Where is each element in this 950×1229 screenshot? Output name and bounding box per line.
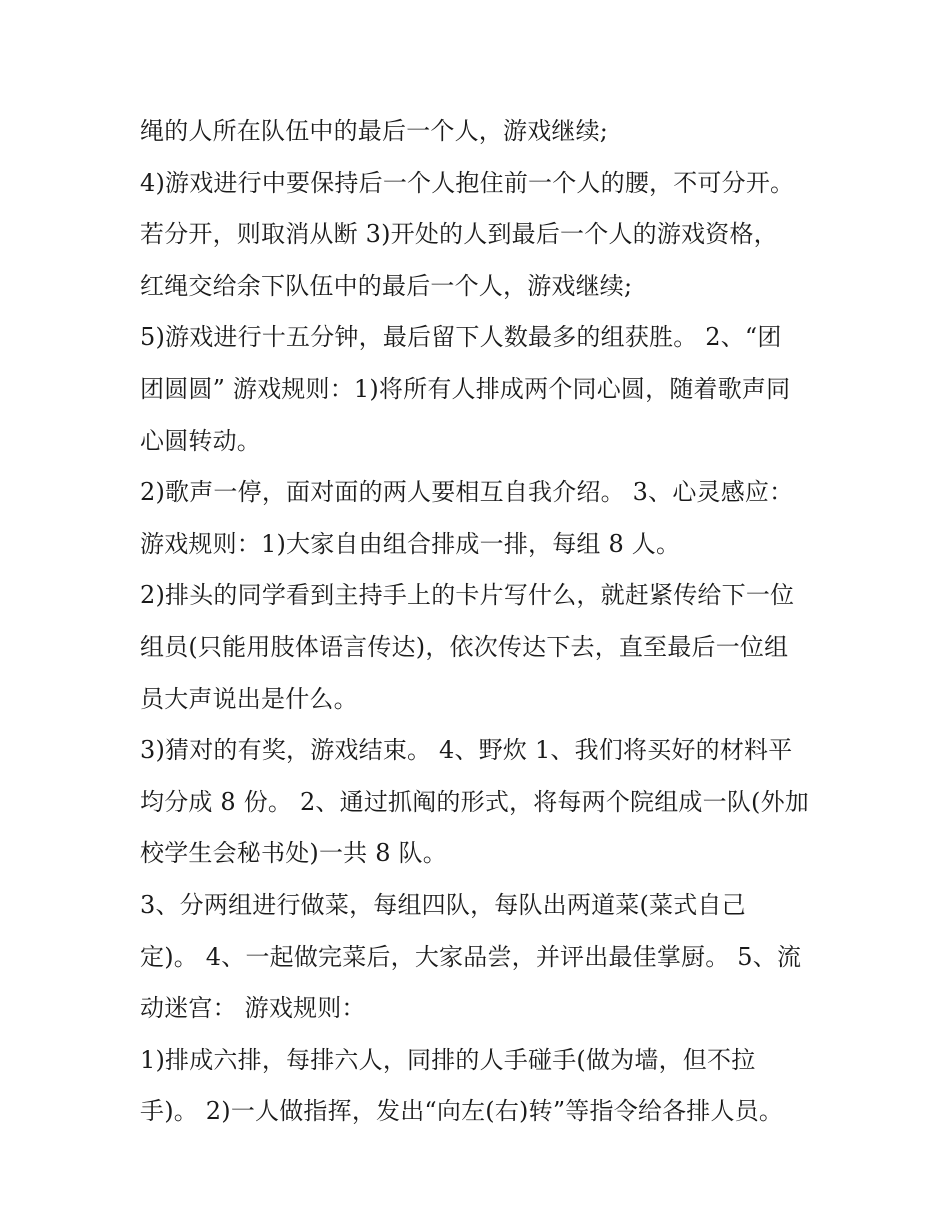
- text-line: 3)猜对的有奖，游戏结束。 4、野炊 1、我们将买好的材料平: [140, 736, 793, 765]
- text-line: 均分成 8 份。 2、通过抓阄的形式，将每两个院组成一队(外加: [140, 787, 809, 816]
- text-line: 游戏规则：1)大家自由组合排成一排，每组 8 人。: [140, 529, 681, 558]
- text-line: 校学生会秘书处)一共 8 队。: [140, 839, 447, 868]
- text-line: 1)排成六排，每排六人，同排的人手碰手(做为墙，但不拉: [140, 1045, 756, 1074]
- text-line: 动迷宫： 游戏规则：: [140, 994, 366, 1023]
- text-line: 5)游戏进行十五分钟，最后留下人数最多的组获胜。 2、“团: [140, 323, 782, 352]
- text-line: 团圆圆” 游戏规则：1)将所有人排成两个同心圆，随着歌声同: [140, 374, 791, 403]
- text-line: 绳的人所在队伍中的最后一个人，游戏继续;: [140, 117, 609, 145]
- text-line: 组员(只能用肢体语言传达)，依次传达下去，直至最后一位组: [140, 632, 789, 661]
- text-line: 心圆转动。: [140, 426, 261, 455]
- text-line: 4)游戏进行中要保持后一个人抱住前一个人的腰，不可分开。: [140, 168, 795, 197]
- text-line: 红绳交给余下队伍中的最后一个人，游戏继续;: [140, 271, 633, 300]
- document-body: [140, 106, 830, 1138]
- text-line: 2)歌声一停，面对面的两人要相互自我介绍。 3、心灵感应：: [140, 478, 794, 507]
- text-line: 手)。 2)一人做指挥，发出“向左(右)转”等指令给各排人员。: [140, 1097, 784, 1126]
- text-line: 2)排头的同学看到主持手上的卡片写什么，就赶紧传给下一位: [140, 581, 795, 610]
- text-line: 员大声说出是什么。: [140, 684, 358, 713]
- text-line: 若分开，则取消从断 3)开处的人到最后一个人的游戏资格，: [140, 220, 778, 249]
- text-line: 3、分两组进行做菜，每组四队，每队出两道菜(菜式自己: [140, 890, 746, 919]
- text-line: 定)。 4、一起做完菜后，大家品尝，并评出最佳掌厨。 5、流: [140, 942, 802, 971]
